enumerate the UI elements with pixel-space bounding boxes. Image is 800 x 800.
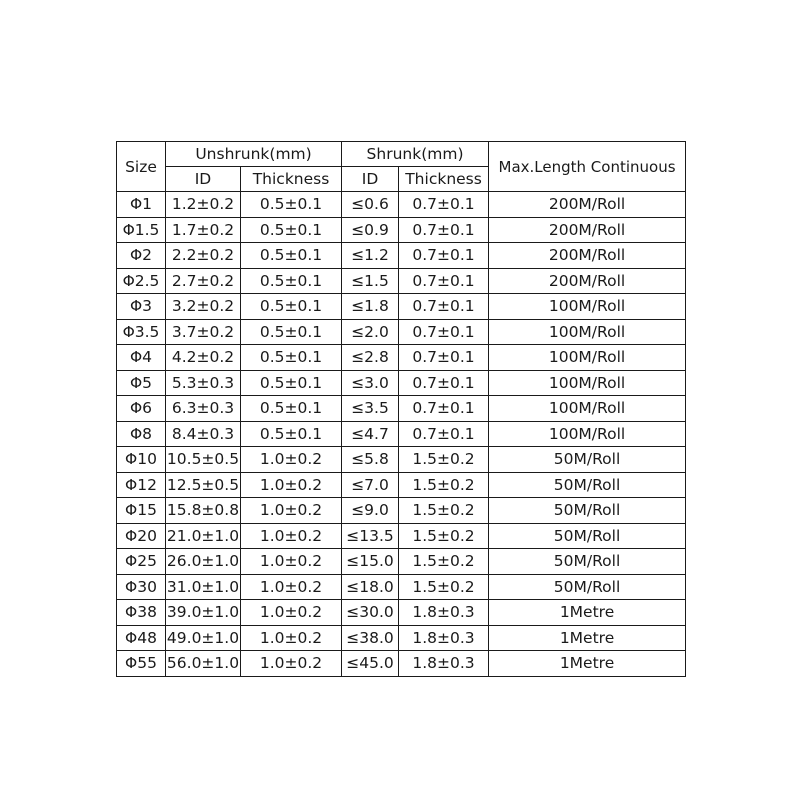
shrunk-id-cell: ≤2.0 — [342, 319, 399, 345]
table-row — [117, 651, 686, 677]
shrunk-thickness-cell: 1.8±0.3 — [399, 625, 489, 651]
shrunk-id-cell: ≤30.0 — [342, 600, 399, 626]
unshrunk-id-cell: 1.7±0.2 — [166, 217, 241, 243]
max-length-cell: 100M/Roll — [489, 319, 686, 345]
table-row — [117, 370, 686, 396]
size-cell: Φ3.5 — [117, 319, 166, 345]
unshrunk-thickness-cell: 1.0±0.2 — [241, 447, 342, 473]
unshrunk-thickness-cell: 1.0±0.2 — [241, 498, 342, 524]
unshrunk-id-cell: 12.5±0.5 — [166, 472, 241, 498]
unshrunk-thickness-cell: 1.0±0.2 — [241, 625, 342, 651]
table-row — [117, 498, 686, 524]
shrunk-thickness-header: Thickness — [399, 167, 489, 192]
shrunk-thickness-cell: 1.5±0.2 — [399, 472, 489, 498]
max-length-cell: 50M/Roll — [489, 472, 686, 498]
unshrunk-id-header: ID — [166, 167, 241, 192]
shrunk-id-cell: ≤15.0 — [342, 549, 399, 575]
table-row — [117, 523, 686, 549]
max-length-cell: 1Metre — [489, 600, 686, 626]
table-row — [117, 625, 686, 651]
unshrunk-id-cell: 5.3±0.3 — [166, 370, 241, 396]
size-cell: Φ15 — [117, 498, 166, 524]
size-cell: Φ30 — [117, 574, 166, 600]
size-cell: Φ3 — [117, 294, 166, 320]
size-cell: Φ48 — [117, 625, 166, 651]
unshrunk-thickness-cell: 0.5±0.1 — [241, 294, 342, 320]
shrunk-thickness-cell: 0.7±0.1 — [399, 370, 489, 396]
shrunk-thickness-cell: 0.7±0.1 — [399, 268, 489, 294]
shrunk-id-cell: ≤38.0 — [342, 625, 399, 651]
shrunk-thickness-cell: 0.7±0.1 — [399, 319, 489, 345]
table-row — [117, 294, 686, 320]
size-cell: Φ2.5 — [117, 268, 166, 294]
table-row — [117, 574, 686, 600]
unshrunk-id-cell: 26.0±1.0 — [166, 549, 241, 575]
unshrunk-thickness-cell: 0.5±0.1 — [241, 243, 342, 269]
unshrunk-id-cell: 49.0±1.0 — [166, 625, 241, 651]
shrunk-id-cell: ≤0.9 — [342, 217, 399, 243]
max-length-cell: 50M/Roll — [489, 447, 686, 473]
shrunk-thickness-cell: 1.5±0.2 — [399, 498, 489, 524]
max-length-cell: 1Metre — [489, 651, 686, 677]
size-cell: Φ10 — [117, 447, 166, 473]
unshrunk-id-cell: 1.2±0.2 — [166, 192, 241, 218]
unshrunk-thickness-cell: 0.5±0.1 — [241, 396, 342, 422]
shrunk-id-cell: ≤3.5 — [342, 396, 399, 422]
max-length-cell: 100M/Roll — [489, 370, 686, 396]
table-row — [117, 319, 686, 345]
shrunk-id-cell: ≤45.0 — [342, 651, 399, 677]
max-length-cell: 200M/Roll — [489, 243, 686, 269]
shrunk-id-cell: ≤9.0 — [342, 498, 399, 524]
table-row — [117, 421, 686, 447]
unshrunk-id-cell: 21.0±1.0 — [166, 523, 241, 549]
max-length-cell: 100M/Roll — [489, 345, 686, 371]
table-row — [117, 345, 686, 371]
max-length-cell: 200M/Roll — [489, 217, 686, 243]
size-cell: Φ55 — [117, 651, 166, 677]
max-length-cell: 100M/Roll — [489, 396, 686, 422]
shrunk-thickness-cell: 1.8±0.3 — [399, 600, 489, 626]
size-cell: Φ20 — [117, 523, 166, 549]
unshrunk-id-cell: 8.4±0.3 — [166, 421, 241, 447]
max-length-cell: 50M/Roll — [489, 549, 686, 575]
unshrunk-thickness-cell: 1.0±0.2 — [241, 600, 342, 626]
size-cell: Φ38 — [117, 600, 166, 626]
shrunk-id-cell: ≤13.5 — [342, 523, 399, 549]
unshrunk-id-cell: 3.2±0.2 — [166, 294, 241, 320]
size-cell: Φ25 — [117, 549, 166, 575]
size-cell: Φ6 — [117, 396, 166, 422]
unshrunk-thickness-cell: 1.0±0.2 — [241, 549, 342, 575]
max-length-cell: 200M/Roll — [489, 268, 686, 294]
shrunk-thickness-cell: 0.7±0.1 — [399, 243, 489, 269]
table-row — [117, 447, 686, 473]
unshrunk-id-cell: 31.0±1.0 — [166, 574, 241, 600]
size-cell: Φ5 — [117, 370, 166, 396]
shrunk-thickness-cell: 0.7±0.1 — [399, 345, 489, 371]
max-length-cell: 100M/Roll — [489, 421, 686, 447]
unshrunk-thickness-cell: 0.5±0.1 — [241, 370, 342, 396]
size-cell: Φ2 — [117, 243, 166, 269]
unshrunk-id-cell: 3.7±0.2 — [166, 319, 241, 345]
unshrunk-thickness-cell: 0.5±0.1 — [241, 421, 342, 447]
shrunk-id-cell: ≤1.8 — [342, 294, 399, 320]
size-header: Size — [117, 142, 166, 192]
spec-table — [116, 141, 686, 677]
shrunk-id-cell: ≤0.6 — [342, 192, 399, 218]
table-row — [117, 192, 686, 218]
shrunk-thickness-cell: 1.5±0.2 — [399, 574, 489, 600]
shrunk-thickness-cell: 0.7±0.1 — [399, 294, 489, 320]
shrunk-id-cell: ≤1.2 — [342, 243, 399, 269]
max-length-cell: 1Metre — [489, 625, 686, 651]
shrunk-header: Shrunk(mm) — [342, 142, 489, 167]
size-cell: Φ4 — [117, 345, 166, 371]
max-length-cell: 100M/Roll — [489, 294, 686, 320]
unshrunk-thickness-cell: 1.0±0.2 — [241, 651, 342, 677]
shrunk-thickness-cell: 1.5±0.2 — [399, 523, 489, 549]
unshrunk-id-cell: 4.2±0.2 — [166, 345, 241, 371]
size-cell: Φ8 — [117, 421, 166, 447]
unshrunk-id-cell: 2.2±0.2 — [166, 243, 241, 269]
table-row — [117, 268, 686, 294]
table-row — [117, 217, 686, 243]
spec-table-body — [117, 192, 686, 677]
size-cell: Φ12 — [117, 472, 166, 498]
max-length-cell: 50M/Roll — [489, 574, 686, 600]
shrunk-thickness-cell: 1.8±0.3 — [399, 651, 489, 677]
table-row — [117, 396, 686, 422]
unshrunk-thickness-cell: 1.0±0.2 — [241, 574, 342, 600]
shrunk-id-cell: ≤7.0 — [342, 472, 399, 498]
unshrunk-header: Unshrunk(mm) — [166, 142, 342, 167]
table-row — [117, 600, 686, 626]
shrunk-id-cell: ≤4.7 — [342, 421, 399, 447]
shrunk-id-cell: ≤3.0 — [342, 370, 399, 396]
unshrunk-thickness-cell: 1.0±0.2 — [241, 523, 342, 549]
unshrunk-id-cell: 6.3±0.3 — [166, 396, 241, 422]
unshrunk-id-cell: 10.5±0.5 — [166, 447, 241, 473]
unshrunk-thickness-cell: 0.5±0.1 — [241, 192, 342, 218]
unshrunk-thickness-cell: 0.5±0.1 — [241, 217, 342, 243]
max-length-header: Max.Length Continuous — [489, 142, 686, 192]
unshrunk-id-cell: 15.8±0.8 — [166, 498, 241, 524]
unshrunk-id-cell: 39.0±1.0 — [166, 600, 241, 626]
shrunk-id-cell: ≤1.5 — [342, 268, 399, 294]
shrunk-thickness-cell: 0.7±0.1 — [399, 217, 489, 243]
shrunk-id-cell: ≤5.8 — [342, 447, 399, 473]
shrunk-id-header: ID — [342, 167, 399, 192]
shrunk-thickness-cell: 0.7±0.1 — [399, 192, 489, 218]
unshrunk-id-cell: 2.7±0.2 — [166, 268, 241, 294]
shrunk-id-cell: ≤18.0 — [342, 574, 399, 600]
shrunk-thickness-cell: 0.7±0.1 — [399, 396, 489, 422]
size-cell: Φ1.5 — [117, 217, 166, 243]
max-length-cell: 50M/Roll — [489, 498, 686, 524]
shrunk-thickness-cell: 1.5±0.2 — [399, 447, 489, 473]
unshrunk-id-cell: 56.0±1.0 — [166, 651, 241, 677]
table-row — [117, 472, 686, 498]
header-row-top — [117, 142, 686, 167]
table-row — [117, 243, 686, 269]
unshrunk-thickness-cell: 0.5±0.1 — [241, 268, 342, 294]
unshrunk-thickness-header: Thickness — [241, 167, 342, 192]
unshrunk-thickness-cell: 0.5±0.1 — [241, 345, 342, 371]
unshrunk-thickness-cell: 0.5±0.1 — [241, 319, 342, 345]
shrunk-id-cell: ≤2.8 — [342, 345, 399, 371]
size-cell: Φ1 — [117, 192, 166, 218]
table-row — [117, 549, 686, 575]
shrunk-thickness-cell: 1.5±0.2 — [399, 549, 489, 575]
max-length-cell: 200M/Roll — [489, 192, 686, 218]
shrunk-thickness-cell: 0.7±0.1 — [399, 421, 489, 447]
unshrunk-thickness-cell: 1.0±0.2 — [241, 472, 342, 498]
max-length-cell: 50M/Roll — [489, 523, 686, 549]
